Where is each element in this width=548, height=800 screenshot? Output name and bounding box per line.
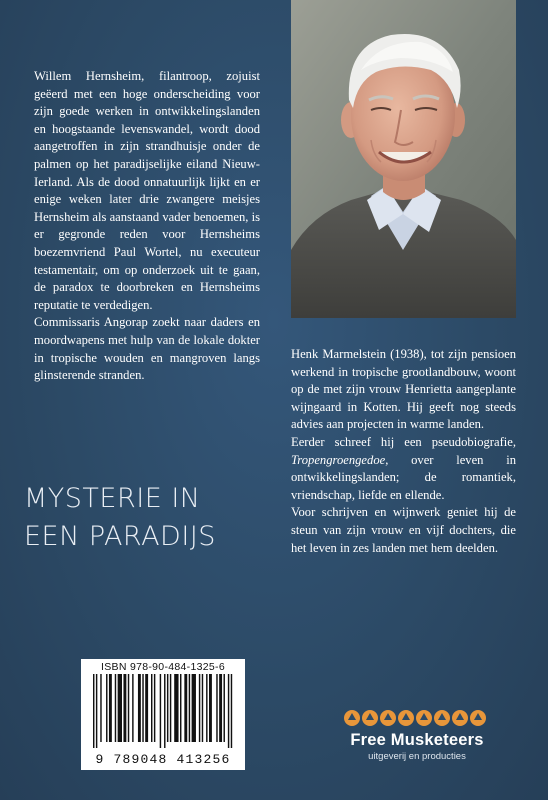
blurb-paragraph-1: Willem Hernsheim, filantroop, zojuist geëerd met een hoge onderscheiding voor zijn goede werken in ontwikkelingslanden en hoogstaande levenswandel, wordt dood aangetroffen in zijn strandhuisje onder de palmen op het paradijselijke eiland Nieuw-Ierland. Als de dood onnatuurlijk lijkt en er enige weken later drie zwangere meisjes Hernsheim als aanstaand vader benoemen, is er gegronde reden voor Hernsheims boezemvriend Paul Wortel, nu executeur testamentair, om op onderzoek uit te gaan, de paradox te doorbreken en Hernsheims reputatie te verdedigen. [34,69,260,312]
barcode-bar [219,674,222,742]
barcode-bar [231,674,232,748]
barcode-bar [224,674,225,742]
barcode-bar [138,674,141,742]
barcode-bar [206,674,207,742]
book-blurb [34,68,260,385]
barcode-bar [151,674,152,742]
barcode-bar [93,674,94,748]
bio-paragraph-3: Voor schrijven en wijnwerk geniet hij de steun van zijn vrouw en vijf dochters, die het leven in zes landen met hem deelden. [291,505,516,555]
barcode-bar [132,674,133,742]
barcode-bar [209,674,212,742]
bio-paragraph-2 [291,434,516,504]
author-photo [291,0,516,318]
barcode-bar [216,674,217,742]
barcode-bar [228,674,229,748]
publisher-icons [342,708,492,728]
publisher-logo [317,708,517,762]
barcode-digits: 9 789048 413256 [95,752,231,767]
barcode-bar [128,674,129,742]
barcode-bar [189,674,190,742]
barcode-bar [96,674,97,748]
isbn-barcode [81,659,245,770]
book-title [24,480,286,556]
bio-paragraph-2-start: Eerder schreef hij een pseudobiografie, [291,434,516,449]
barcode-bar [167,674,168,742]
barcode-bar [109,674,112,742]
book-reference: Tropengroengedoe [291,452,386,467]
barcode-bar [192,674,196,742]
author-bio [291,346,516,557]
bio-paragraph-2-end: , over leven in ontwikkelingslanden; de romantiek, vriendschap, liefde en ellende. [291,452,516,502]
barcode-bar [100,674,101,742]
blurb-paragraph-2: Commissaris Angorap zoekt naar daders en moordwapens met hulp van de lokale dokter in tropische wouden en mangroven langs glinsterende stranden. [34,315,260,383]
barcode-bar [106,674,107,742]
barcode-bar [199,674,200,742]
barcode-bar [170,674,171,742]
barcode-bar [115,674,116,742]
publisher-name: Free Musketeers [350,731,484,749]
barcode-bar [180,674,181,742]
barcode-bar [145,674,148,742]
bio-paragraph-1: Henk Marmelstein (1938), tot zijn pensioen werkend in tropische grootlandbouw, woont op de met zijn vrouw Henrietta aangeplante wijngaard in Kotten. Hij geeft nog steeds advies aan projecten in warme landen. [291,347,516,432]
barcode-bar [202,674,203,742]
barcode-bar [118,674,122,742]
barcode-bar [123,674,126,742]
barcode-bar [154,674,155,742]
book-title-line-2: EEN PARADIJS [24,521,216,552]
author-portrait-image [291,0,516,318]
barcode-bar [160,674,161,748]
barcode-bars [89,674,237,748]
barcode-bar [142,674,143,742]
barcode-bar [174,674,178,742]
barcode-bar [184,674,187,742]
book-title-line-1: MYSTERIE IN [24,483,201,514]
publisher-tagline: uitgeverij en producties [368,751,466,762]
barcode-bar [164,674,165,748]
isbn-label: ISBN 978-90-484-1325-6 [101,661,225,673]
